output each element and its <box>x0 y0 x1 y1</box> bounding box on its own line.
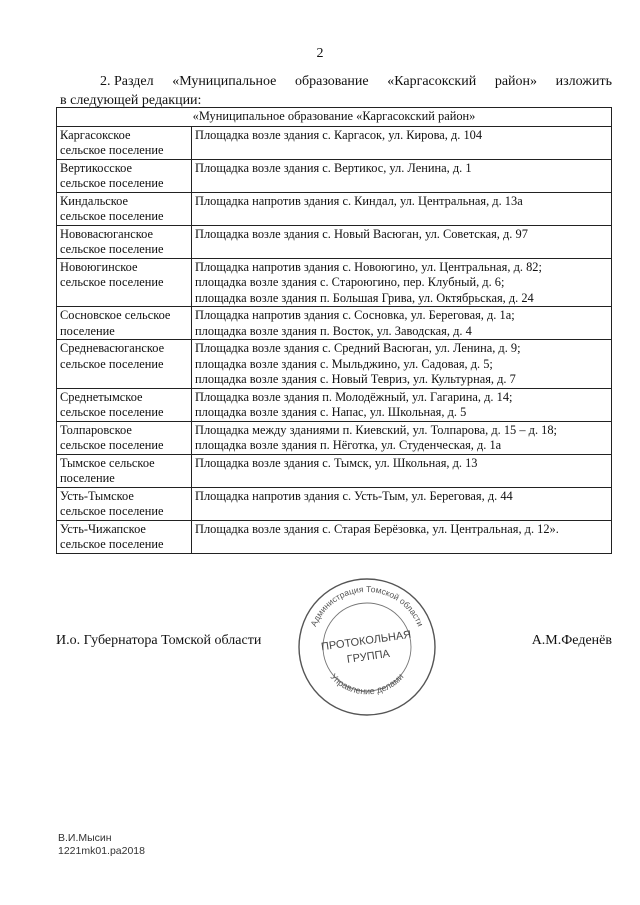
location-cell <box>192 192 612 225</box>
location-line: Площадка напротив здания с. Сосновка, ул. Береговая, д. 1а; <box>195 308 515 322</box>
table-row <box>57 520 612 553</box>
footer-author: В.И.Мысин <box>58 832 112 844</box>
settlement-name-line: сельское поселение <box>60 537 164 551</box>
table-row <box>57 258 612 307</box>
page-number: 2 <box>316 46 324 61</box>
settlement-name-line: сельское поселение <box>60 405 164 419</box>
location-line: площадка возле здания с. Новый Тевриз, ул. Культурная, д. 7 <box>195 372 516 386</box>
location-line: площадка возле здания с. Напас, ул. Школьная, д. 5 <box>195 405 467 419</box>
location-cell <box>192 258 612 307</box>
location-line: площадка возле здания п. Нёготка, ул. Студенческая, д. 1а <box>195 438 502 452</box>
settlement-cell <box>57 340 192 389</box>
table-row <box>57 126 612 159</box>
intro-word: «Каргасокский <box>387 74 477 89</box>
location-line: Площадка напротив здания с. Киндал, ул. Центральная, д. 13а <box>195 193 523 208</box>
intro-word: образование <box>294 74 369 89</box>
intro-word: изложить <box>555 74 612 89</box>
location-cell <box>192 487 612 520</box>
table-row <box>57 340 612 389</box>
stamp-text-top: Администрация Томской области <box>308 583 426 628</box>
location-line: Площадка возле здания с. Тымск, ул. Школьная, д. 13 <box>195 455 478 470</box>
location-line: площадка возле здания п. Большая Грива, ул. Октябрьская, д. 24 <box>195 290 534 305</box>
location-cell <box>192 307 612 340</box>
signatory-title: И.о. Губернатора Томской области <box>56 633 262 648</box>
location-line: Площадка возле здания с. Старая Берёзовка, ул. Центральная, д. 12». <box>195 521 559 536</box>
table-row <box>57 421 612 454</box>
table-row <box>57 388 612 421</box>
settlement-name-line: Вертикосское <box>60 160 132 175</box>
settlement-cell <box>57 159 192 192</box>
footer-doc-code: 1221mk01.ра2018 <box>58 845 145 857</box>
intro-line-1 <box>60 72 612 91</box>
settlement-name-line: Нововасюганское <box>60 226 153 241</box>
table-row <box>57 192 612 225</box>
table-header-row <box>57 108 612 127</box>
table-row <box>57 307 612 340</box>
location-line: Площадка возле здания п. Молодёжный, ул. Гагарина, д. 14; <box>195 389 513 404</box>
settlement-cell <box>57 307 192 340</box>
table-row <box>57 454 612 487</box>
settlement-name-line: сельское поселение <box>60 504 164 518</box>
intro-word: 2. Раздел <box>100 74 154 89</box>
settlement-name-line: сельское поселение <box>60 242 164 256</box>
settlement-name-line: Новоюгинское <box>60 259 138 274</box>
settlement-name-line: Усть-Тымское <box>60 488 134 503</box>
settlement-cell <box>57 258 192 307</box>
intro-line-2: в следующей редакции: <box>60 93 202 108</box>
settlement-cell <box>57 454 192 487</box>
table-row <box>57 225 612 258</box>
stamp-center-line-2: ГРУППА <box>346 647 391 666</box>
settlement-name-line: Киндальское <box>60 193 129 208</box>
table-header: «Муниципальное образование «Каргасокский район» <box>57 108 612 127</box>
settlement-name-line: Усть-Чижапское <box>60 521 146 536</box>
settlement-name-line: Тымское сельское <box>60 455 155 470</box>
location-line: Площадка между зданиями п. Киевский, ул. Толпарова, д. 15 – д. 18; <box>195 422 557 437</box>
settlement-name-line: Средневасюганское <box>60 341 165 355</box>
official-stamp <box>296 576 438 718</box>
stamp-center-line-1: ПРОТОКОЛЬНАЯ <box>320 628 412 654</box>
settlement-cell <box>57 520 192 553</box>
stamp-graphic <box>296 576 438 718</box>
intro-word: район» <box>494 74 538 89</box>
settlement-cell <box>57 388 192 421</box>
settlement-name-line: сельское поселение <box>60 143 164 157</box>
location-line: Площадка напротив здания с. Новоюгино, ул. Центральная, д. 82; <box>195 259 542 274</box>
location-cell <box>192 225 612 258</box>
location-cell <box>192 159 612 192</box>
location-line: Площадка возле здания с. Каргасок, ул. Кирова, д. 104 <box>195 127 483 142</box>
settlement-name-line: Толпаровское <box>60 422 132 437</box>
intro-word: «Муниципальное <box>172 74 277 89</box>
settlement-name-line: сельское поселение <box>60 176 164 190</box>
settlement-name-line: Среднетымское <box>60 389 143 404</box>
location-cell <box>192 126 612 159</box>
places-table <box>56 107 612 554</box>
settlement-cell <box>57 225 192 258</box>
settlement-name-line: поселение <box>60 471 115 485</box>
location-line: Площадка возле здания с. Вертикос, ул. Ленина, д. 1 <box>195 160 472 175</box>
location-line: Площадка возле здания с. Новый Васюган, ул. Советская, д. 97 <box>195 226 528 241</box>
location-line: площадка возле здания с. Мыльджино, ул. Садовая, д. 5; <box>195 356 493 371</box>
settlement-name-line: поселение <box>60 323 115 338</box>
location-cell <box>192 388 612 421</box>
signatory-name: А.М.Феденёв <box>531 633 612 648</box>
table-row <box>57 159 612 192</box>
settlement-name-line: сельское поселение <box>60 438 164 452</box>
stamp-text-bottom: Управление делами <box>328 671 406 697</box>
settlement-name-line: сельское поселение <box>60 356 164 371</box>
footer-block <box>58 832 145 858</box>
settlement-cell <box>57 487 192 520</box>
location-cell <box>192 454 612 487</box>
table-row <box>57 487 612 520</box>
location-line: площадка возле здания с. Староюгино, пер. Клубный, д. 6; <box>195 275 505 289</box>
location-cell <box>192 340 612 389</box>
intro-paragraph <box>60 72 612 110</box>
settlement-cell <box>57 126 192 159</box>
settlement-name-line: сельское поселение <box>60 275 164 289</box>
location-cell <box>192 421 612 454</box>
settlement-name-line: сельское поселение <box>60 209 164 223</box>
location-line: Площадка напротив здания с. Усть-Тым, ул. Береговая, д. 44 <box>195 488 513 503</box>
settlement-name-line: Сосновское сельское <box>60 308 171 322</box>
location-cell <box>192 520 612 553</box>
location-line: площадка возле здания п. Восток, ул. Заводская, д. 4 <box>195 323 472 338</box>
location-line: Площадка возле здания с. Средний Васюган, ул. Ленина, д. 9; <box>195 341 521 355</box>
settlement-cell <box>57 421 192 454</box>
settlement-name-line: Каргасокское <box>60 127 131 142</box>
settlement-cell <box>57 192 192 225</box>
